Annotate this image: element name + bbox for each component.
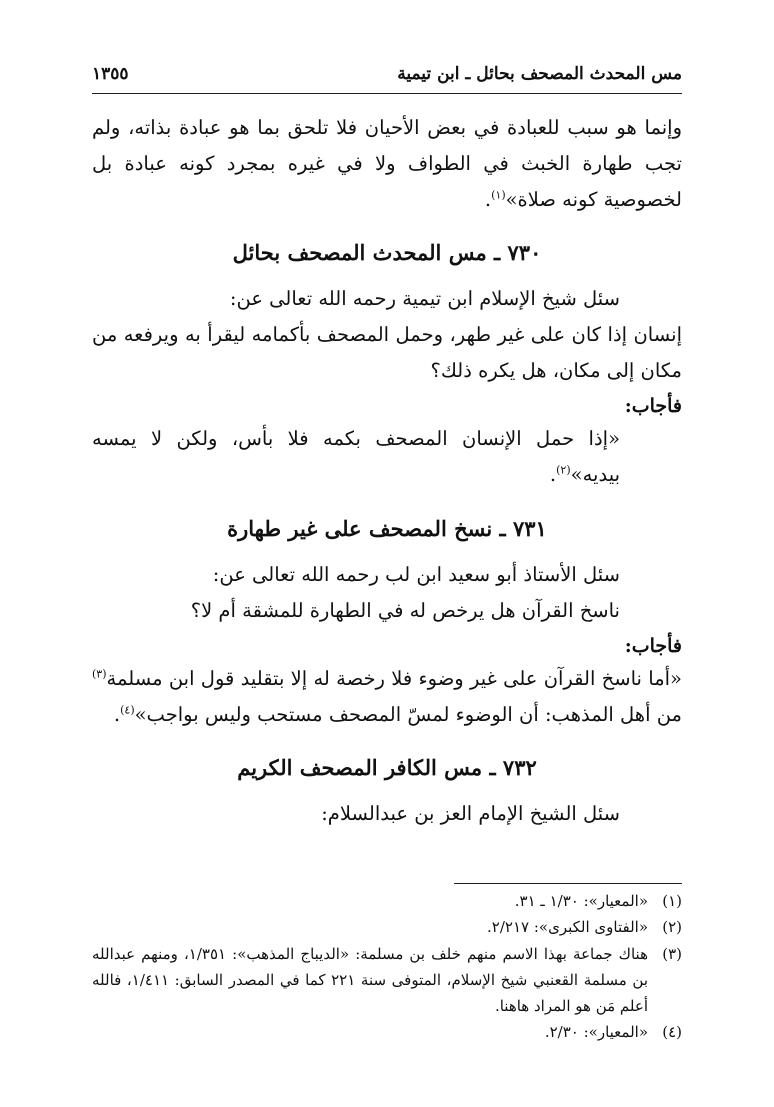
footnote-text: «المعيار»: ٢/٣٠. [544,1023,648,1042]
question-intro-730: سئل شيخ الإسلام ابن تيمية رحمه الله تعالى عن: [229,287,620,311]
answer-text-730 [92,421,682,493]
footnote-ref-3[interactable]: (٣) [92,667,107,681]
answer-label-731: فأجاب: [624,634,682,657]
section-heading-730: ٧٣٠ ـ مس المحدث المصحف بحائل [232,240,542,266]
footnote-ref-4[interactable]: (٤) [120,703,135,717]
footnote-number: (١) [662,892,682,910]
footnote-rule [454,883,682,884]
footnote-ref-2[interactable]: (٢) [556,463,571,477]
question-intro-732: سئل الشيخ الإمام العز بن عبدالسلام: [321,801,620,825]
footnote-text: «المعيار»: ١/٣٠ ـ ٣١. [514,892,648,910]
footnote-ref-1[interactable]: (١) [491,188,506,202]
question-text-730: إنسان إذا كان على غير طهر، وحمل المصحف بأكمامه ليقرأ به ويرفعه من مكان إلى مكان، هل يكره ذلك؟ [92,323,682,383]
answer-label-730: فأجاب: [624,395,682,418]
running-title: مس المحدث المصحف بحائل ـ ابن تيمية [397,64,682,84]
footnote-text: هناك جماعة بهذا الاسم منهم خلف بن مسلمة: «الديباج المذهب»: ١/٣٥١، ومنهم عبدالله بن مسلمة القعنبي شيخ الإسلام، المتوفى سنة ٢٢١ كما في المصدر السابق: ١/٤١١، فالله أعلم مَن هو المراد هاهنا. [92,944,649,1015]
answer-end-731: . [113,702,121,726]
footnote [92,1019,682,1045]
header-rule [92,93,682,94]
section-heading-731: ٧٣١ ـ نسخ المصحف على غير طهارة [227,515,547,541]
section-heading-732: ٧٣٢ ـ مس الكافر المصحف الكريم [237,754,537,780]
page-header [92,62,682,94]
main-text [92,110,682,832]
question-intro-731: سئل الأستاذ أبو سعيد ابن لب رحمه الله تعالى عن: [212,562,620,586]
question-text-731: ناسخ القرآن هل يرخص له في الطهارة للمشقة أم لا؟ [190,598,620,622]
footnote-number: (٣) [662,944,682,963]
footnote-number: (٤) [662,1023,682,1042]
answer-part2-731: من أهل المذهب: أن الوضوء لمسّ المصحف مستحب وليس بواجب» [134,702,682,726]
footnote [92,941,682,1020]
footnote-number: (٢) [662,918,682,937]
page-number: ١٣٥٥ [92,64,129,84]
opening-text: وإنما هو سبب للعبادة في بعض الأحيان فلا تلحق بما هو عبادة بذاته، ولم تجب طهارة الخبث في الطواف ولا في غيره بمجرد كونه عبادة بل لخصوصية كونه صلاة» [92,116,682,212]
answer-end-730: . [549,463,557,487]
footnote-text: «الفتاوى الكبرى»: ٢/٢١٧. [487,918,648,937]
footnote [92,914,682,940]
footnote [92,888,682,914]
answer-text-731 [92,661,682,733]
footnotes [92,888,682,1046]
answer-body-730: «إذا حمل الإنسان المصحف بكمه فلا بأس، ولكن لا يمسه بيديه» [92,427,620,487]
answer-part1-731: «أما ناسخ القرآن على غير وضوء فلا رخصة له إلا بتقليد قول ابن مسلمة [106,666,682,690]
opening-end: . [484,188,492,212]
opening-paragraph [92,110,682,218]
